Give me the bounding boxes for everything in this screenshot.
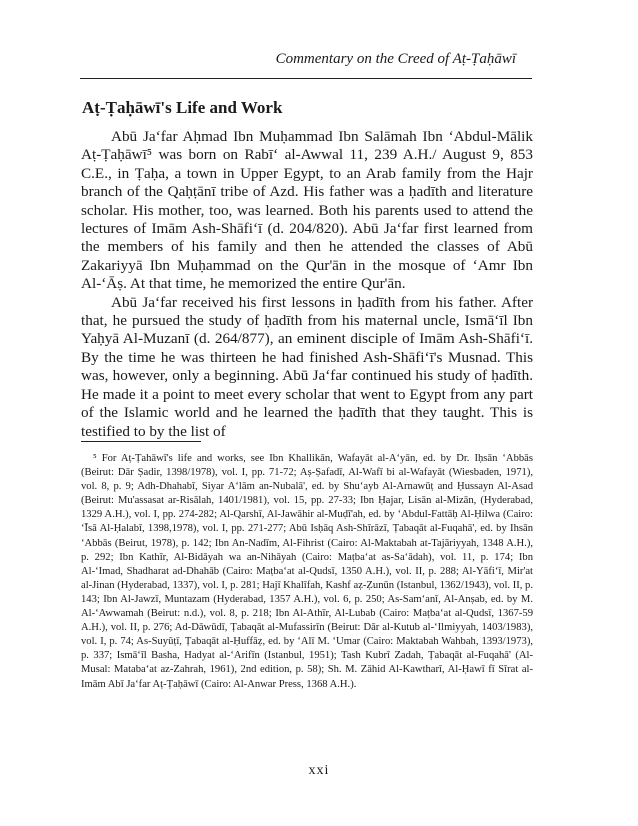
body-paragraph: Abū Ja‘far Aḥmad Ibn Muḥammad Ibn Salāmah Ibn ‘Abdul-Mālik Aṭ-Ṭaḥāwī⁵ was born on Rabī‘ al-Awwal 11, 239 A.H./ August 9, 853 C.E., in Ṭaḥa, a town in Upper Egypt, to an Arab family from the Hajr branch of the Qaḥṭānī tribe of Azd. His father was a ḥadīth and literature scholar. His mother, too, was learned. Both his parents used to attend the lectures of Imām Ash-Shāfi‘ī (d. 204/820). Abū Ja‘far first learned from the members of his family and then he attended the classes of Abū Zakariyyā Ibn Muḥammad on the Qur'ān in the mosque of ‘Amr Ibn Al-‘Āṣ. At that time, he memorized the entire Qur'ān. <box>81 128 533 293</box>
footnote-rule <box>81 441 201 442</box>
body-paragraph: Abū Ja‘far received his first lessons in ḥadīth from his father. After that, he pursued the study of ḥadīth from his maternal uncle, Ismā‘īl Ibn Yaḥyā Al-Muzanī (d. 264/877), an eminent disciple of Imām Ash-Shāfi‘ī. By the time he was thirteen he had finished Ash-Shāfi‘ī's Musnad. This was, however, only a beginning. Abū Ja‘far continued his study of ḥadīth. He made it a point to meet every scholar that went to Egypt from any part of the Islamic world and he learned the ḥadīth that they taught. This is testified to by the list of <box>81 293 533 440</box>
section-title: Aṭ-Ṭaḥāwī's Life and Work <box>82 98 283 117</box>
header-rule <box>80 78 532 79</box>
body-text <box>81 128 533 441</box>
footnotes <box>81 452 533 692</box>
page-number: xxi <box>308 763 330 778</box>
running-header: Commentary on the Creed of Aṭ-Ṭaḥāwī <box>275 51 516 67</box>
footnote-5: ⁵ For Aṭ-Ṭahāwī's life and works, see Ibn Khallikān, Wafayāt al-A‘yān, ed. by Dr. Iḥsān ‘Abbās (Beirut: Dār Ṣadir, 1398/1978), vol. I, pp. 71-72; Aṣ-Ṣafadī, Al-Wafī bi al-Wafayāt (Wiesbaden, 1971), vol. 8, p. 9; Adh-Dhahabī, Siyar A‘lām an-Nubalā', ed. by Shu‘ayb Al-Arnawūṭ and Ḥussayn Al-Asad (Beirut: Mu'assasat ar-Risālah, 1401/1981), vol. 15, pp. 27-33; Ibn Ḥajar, Lisān al-Mizān, (Hyderabad, 1329 A.H.), vol. I, pp. 274-282; Al-Qarshī, Al-Jawāhir al-Muḍī'ah, ed. by ‘Abdul-Fattāḥ Al-Ḥilwa (Cairo: ‘Īsā Al-Ḥalabī, 1398,1978), vol. I, pp. 271-277; Abū Isḥāq Ash-Shīrāzī, Ṭabaqāt al-Fuqahā', ed. by Ihsān ‘Abbās (Beirut, 1978), p. 142; Ibn An-Nadīm, Al-Fihrist (Cairo: Al-Maktabah at-Tajāriyyah, 1348 A.H.), p. 292; Ibn Kathīr, Al-Bidāyah wa an-Nihāyah (Cairo: Maṭba‘at as-Sa‘ādah), vol. 11, p. 174; Ibn Al-‘Imad, Shadharat ad-Dhahāb (Cairo: Maṭba‘at al-Qudsī, 1350 A.H.), vol. II, p. 288; Al-Yāfi‘ī, Mir'at al-Jinan (Hyderabad, 1337), vol. I, p. 281; Hajī Khalīfah, Kashf aẓ-Ẓunūn (Istanbul, 1362/1943), vol. II, p. 143; Ibn Al-Jawzī, Muntazam (Hyderabad, 1357 A.H.), vol. 6, p. 250; As-Sam‘anī, Al-Anṣab, ed. by M. Al-‘Awwamah (Beirut: n.d.), vol. 8, p. 218; Ibn Al-Athīr, Al-Lubab (Cairo: Maṭba‘at al-Qudsī, 1367-59 A.H.), vol. II, p. 276; Ad-Dāwūdī, Ṭabaqāt al-Mufassirīn (Beirut: Dār al-Kutub al-‘Ilmiyyah, 1403/1983), vol. I, p. 74; As-Suyūṭī, Ṭabaqāt al-Ḥuffāẓ, ed. by ‘Alī M. ‘Umar (Cairo: Maktabah Wahbah, 1393/1973), p. 337; Ismā‘īl Basha, Hadyat al-‘Arifīn (Istanbul, 1951); Tash Kubrī Zadah, Ṭabaqāt al-Fuqahā' (Al-Musal: Mataba‘at az-Zahrah, 1961), 2nd edition, p. 58); Sh. M. Zāhid Al-Kawtharī, Al-Ḥawī fī Sīrat al-Imām Abī Ja‘far Aṭ-Ṭaḥāwī (Cairo: Al-Anwar Press, 1368 A.H.). <box>81 453 533 690</box>
